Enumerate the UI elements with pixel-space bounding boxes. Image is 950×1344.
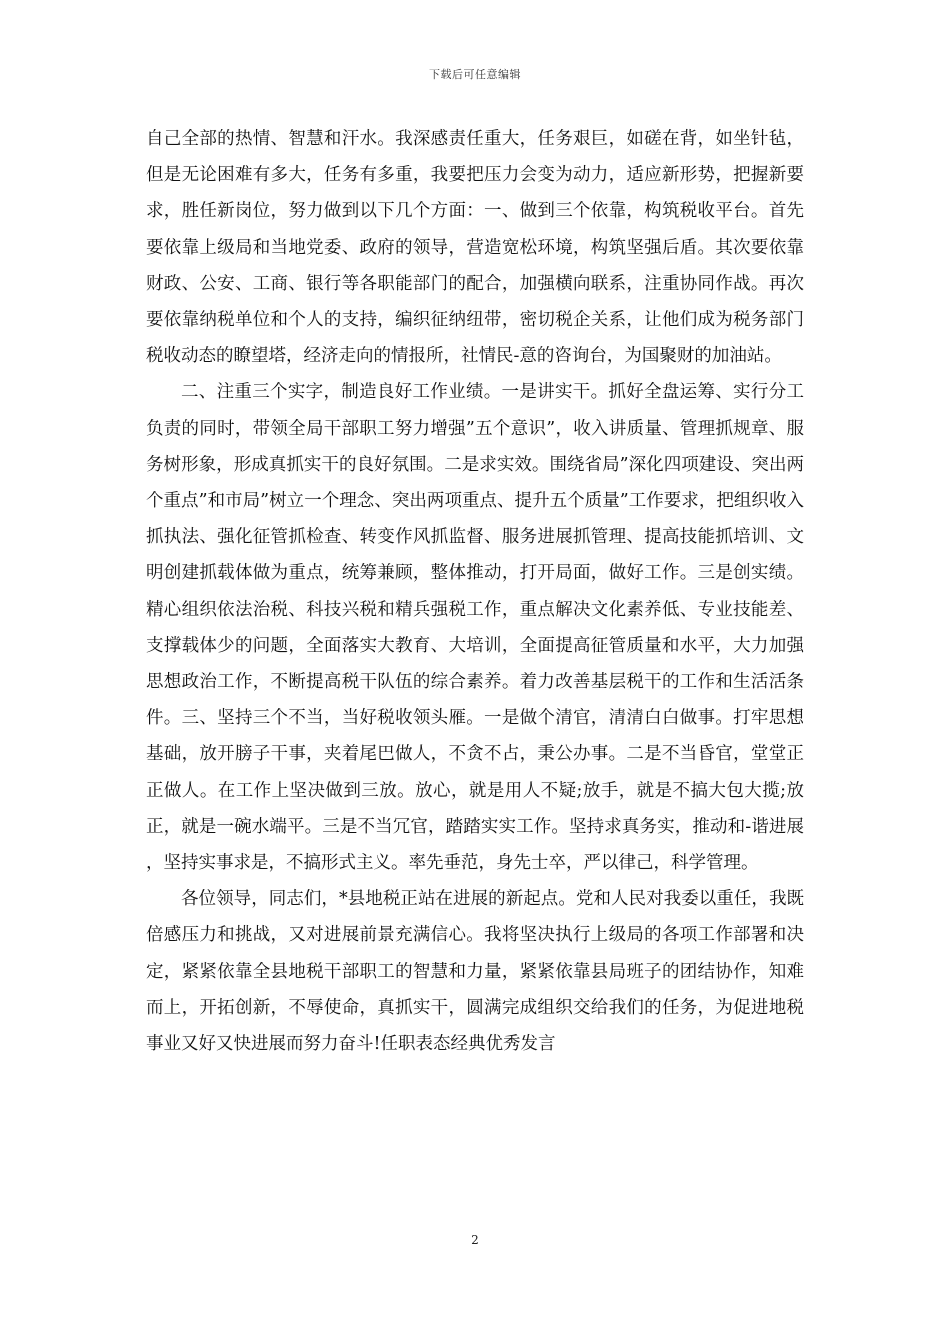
paragraph-1: 自己全部的热情、智慧和汗水。我深感责任重大，任务艰巨，如磋在背，如坐针毡，但是无论困难有多大，任务有多重，我要把压力会变为动力，适应新形势，把握新要求，胜任新岗位，努力做到以下几个方面：一、做到三个依靠，构筑税收平台。首先要依靠上级局和当地党委、政府的领导，营造宽松环境，构筑坚强后盾。其次要依靠财政、公安、工商、银行等各职能部门的配合，加强横向联系，注重协同作战。再次要依靠纳税单位和个人的支持，编织征纳纽带，密切税企关系，让他们成为税务部门税收动态的瞭望塔，经济走向的情报所，社情民-意的咨询台，为国聚财的加油站。 (146, 129, 804, 367)
page-number: 2 (471, 1233, 479, 1247)
paragraph-2: 二、注重三个实字，制造良好工作业绩。一是讲实干。抓好全盘运筹、实行分工负责的同时，带领全局干部职工努力增强”五个意识”，收入讲质量、管理抓规章、服务树形象，形成真抓实干的良好氛围。二是求实效。围绕省局”深化四项建设、突出两个重点”和市局”树立一个理念、突出两项重点、提升五个质量”工作要求，把组织收入抓执法、强化征管抓检查、转变作风抓监督、服务进展抓管理、提高技能抓培训、文明创建抓载体做为重点，统筹兼顾，整体推动，打开局面，做好工作。三是创实绩。精心组织依法治税、科技兴税和精兵强税工作，重点解决文化素养低、专业技能差、支撑载体少的问题，全面落实大教育、大培训，全面提高征管质量和水平，大力加强思想政治工作，不断提高税干队伍的综合素养。着力改善基层税干的工作和生活活条件。三、坚持三个不当，当好税收领头雁。一是做个清官，清清白白做事。打牢思想基础，放开膀子干事，夹着尾巴做人，不贪不占，秉公办事。二是不当昏官，堂堂正正做人。在工作上坚决做到三放。放心，就是用人不疑;放手，就是不搞大包大揽;放正，就是一碗水端平。三是不当冗官，踏踏实实工作。坚持求真务实，推动和-谐进展，坚持实事求是，不搞形式主义。率先垂范，身先士卒，严以律己，科学管理。 (146, 382, 804, 874)
header-note: 下载后可任意编辑 (429, 68, 521, 81)
body-text (146, 121, 804, 1062)
paragraph-3: 各位领导，同志们，*县地税正站在进展的新起点。党和人民对我委以重任，我既倍感压力和挑战，又对进展前景充满信心。我将坚决执行上级局的各项工作部署和决定，紧紧依靠全县地税干部职工的智慧和力量，紧紧依靠县局班子的团结协作，知难而上，开拓创新，不辱使命，真抓实干，圆满完成组织交给我们的任务，为促进地税事业又好又快进展而努力奋斗!任职表态经典优秀发言 (146, 889, 804, 1055)
